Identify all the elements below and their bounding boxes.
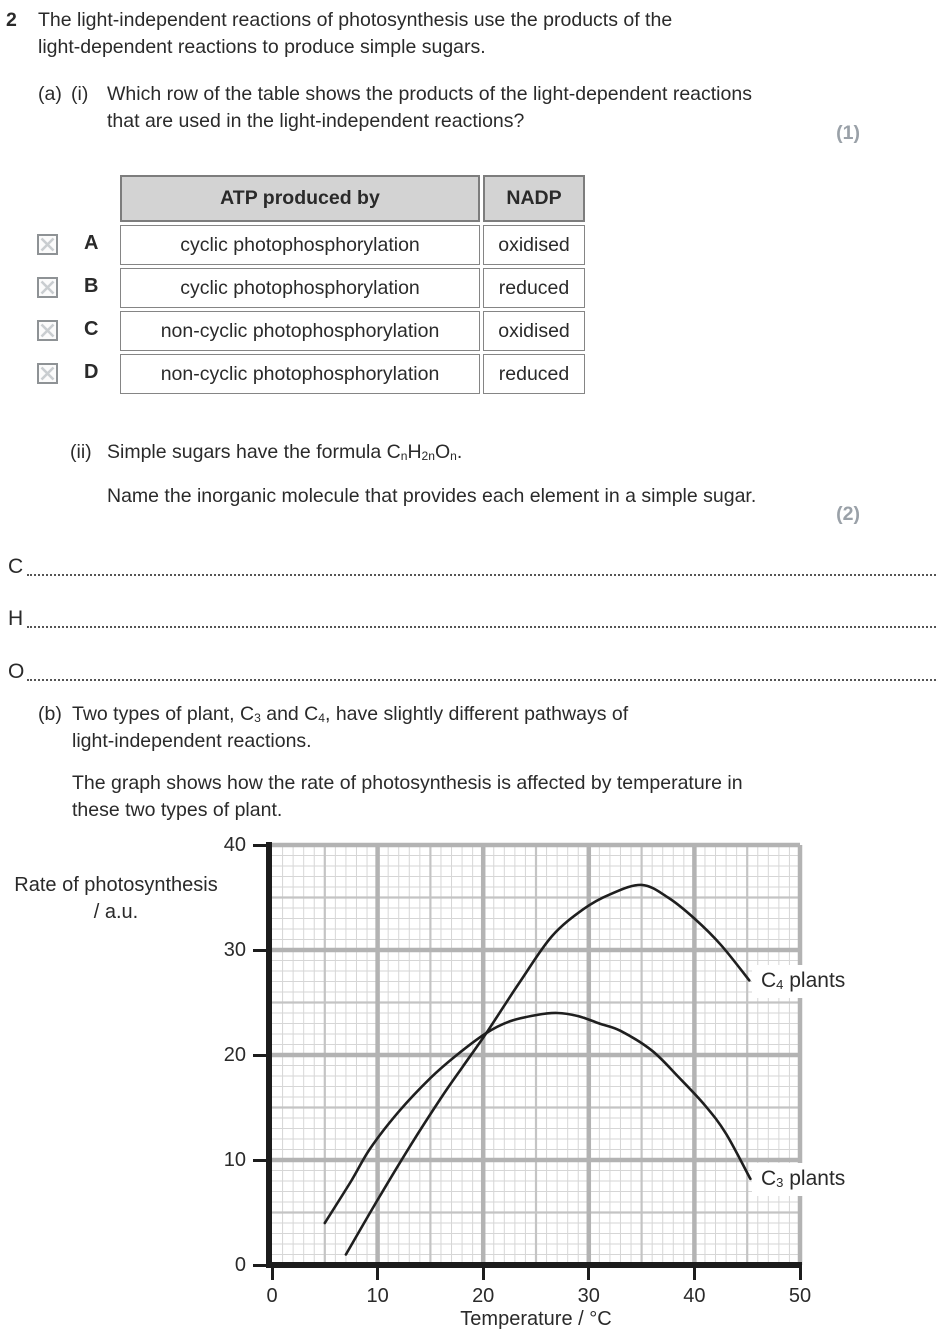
y-axis-title [2, 872, 230, 926]
table-cell-nadp: oxidised [483, 311, 585, 351]
x-axis-title: Temperature / °C [460, 1308, 612, 1330]
table-cell-atp: non-cyclic photophosphorylation [120, 354, 480, 394]
x-tick-mark [482, 1268, 485, 1280]
answer-letter-c: C [8, 555, 24, 578]
answer-letter-h: H [8, 607, 24, 630]
table-cell-atp: non-cyclic photophosphorylation [120, 311, 480, 351]
option-row-c [0, 311, 936, 351]
photosynthesis-rate-chart [272, 845, 800, 1265]
answer-dotted-line-o[interactable] [27, 679, 936, 681]
part-b-para2-line-1: The graph shows how the rate of photosynthesis is affected by temperature in [72, 772, 743, 794]
part-b-para2-line-2: these two types of plant. [72, 798, 283, 821]
question-number: 2 [6, 9, 17, 31]
table-cell-nadp: reduced [483, 268, 585, 308]
table-header-atp: ATP produced by [120, 175, 480, 222]
y-tick-mark [253, 844, 267, 847]
option-letter: B [84, 275, 99, 297]
part-b-line-2: light-independent reactions. [72, 729, 312, 752]
answer-dotted-line-h[interactable] [27, 626, 936, 628]
part-a-ii-label: (ii) [70, 441, 92, 463]
y-tick-label: 0 [234, 1254, 246, 1276]
x-tick-label: 50 [788, 1285, 812, 1307]
answer-checkbox-d[interactable] [37, 363, 58, 384]
answer-letter-o: O [8, 660, 25, 683]
part-a-i-line-2: that are used in the light-independent reactions? [107, 109, 525, 132]
x-axis-bar [266, 1262, 802, 1268]
curve-c4 [346, 885, 749, 1255]
table-cell-atp: cyclic photophosphorylation [120, 268, 480, 308]
table-cell-nadp: reduced [483, 354, 585, 394]
part-a-ii-formula-line: Simple sugars have the formula $C_nH_{2n}O_n$. [107, 441, 463, 463]
option-row-d [0, 354, 936, 394]
table-cell-atp: cyclic photophosphorylation [120, 225, 480, 265]
part-a-ii-line-2: Name the inorganic molecule that provides each element in a simple sugar. [107, 485, 757, 507]
y-tick-label: 20 [223, 1044, 246, 1066]
x-tick-mark [799, 1268, 802, 1280]
marks-a-ii: (2) [836, 503, 860, 525]
answer-dotted-line-c[interactable] [27, 574, 936, 576]
part-a-label: (a) [38, 83, 62, 105]
y-tick-mark [253, 1054, 267, 1057]
crossed-box-icon [37, 363, 58, 384]
x-tick-label: 10 [366, 1285, 389, 1307]
curve-label-c4-plants: $C_4$ plants [752, 965, 854, 998]
part-b-line-1: Two types of plant, $C_3$ and $C_4$, have slightly different pathways of [72, 703, 629, 725]
y-tick-mark [253, 949, 267, 952]
y-axis-title-line-2: / a.u. [93, 901, 139, 923]
y-axis-title-line-1: Rate of photosynthesis [14, 874, 218, 896]
crossed-box-icon [37, 277, 58, 298]
x-tick-label: 20 [472, 1285, 495, 1307]
option-letter: C [84, 318, 99, 340]
part-a-i-line-1: Which row of the table shows the products of the light-dependent reactions [107, 83, 752, 105]
question-intro-line-2: light-dependent reactions to produce simple sugars. [38, 35, 486, 58]
option-letter: A [84, 232, 99, 254]
answer-checkbox-c[interactable] [37, 320, 58, 341]
crossed-box-icon [37, 234, 58, 255]
answer-checkbox-a[interactable] [37, 234, 58, 255]
option-row-a [0, 225, 936, 265]
x-tick-mark [271, 1268, 274, 1280]
x-tick-label: 0 [266, 1285, 278, 1307]
part-b-label: (b) [38, 703, 62, 725]
crossed-box-icon [37, 320, 58, 341]
table-cell-nadp: oxidised [483, 225, 585, 265]
curve-label-c3-plants: $C_3$ plants [752, 1163, 854, 1196]
x-tick-label: 30 [577, 1285, 600, 1307]
part-a-i-label: (i) [71, 83, 89, 105]
y-tick-label: 30 [223, 939, 246, 961]
x-tick-mark [693, 1268, 696, 1280]
x-tick-mark [376, 1268, 379, 1280]
option-row-b [0, 268, 936, 308]
y-tick-label: 10 [223, 1149, 246, 1171]
option-letter: D [84, 361, 99, 383]
table-header-nadp: NADP [483, 175, 585, 222]
answer-checkbox-b[interactable] [37, 277, 58, 298]
question-intro-line-1: The light-independent reactions of photosynthesis use the products of the [38, 9, 673, 31]
x-tick-mark [587, 1268, 590, 1280]
y-tick-mark [253, 1159, 267, 1162]
x-tick-label: 40 [683, 1285, 706, 1307]
marks-a-i: (1) [836, 122, 860, 144]
y-tick-mark [253, 1264, 267, 1267]
y-tick-label: 40 [223, 834, 246, 856]
